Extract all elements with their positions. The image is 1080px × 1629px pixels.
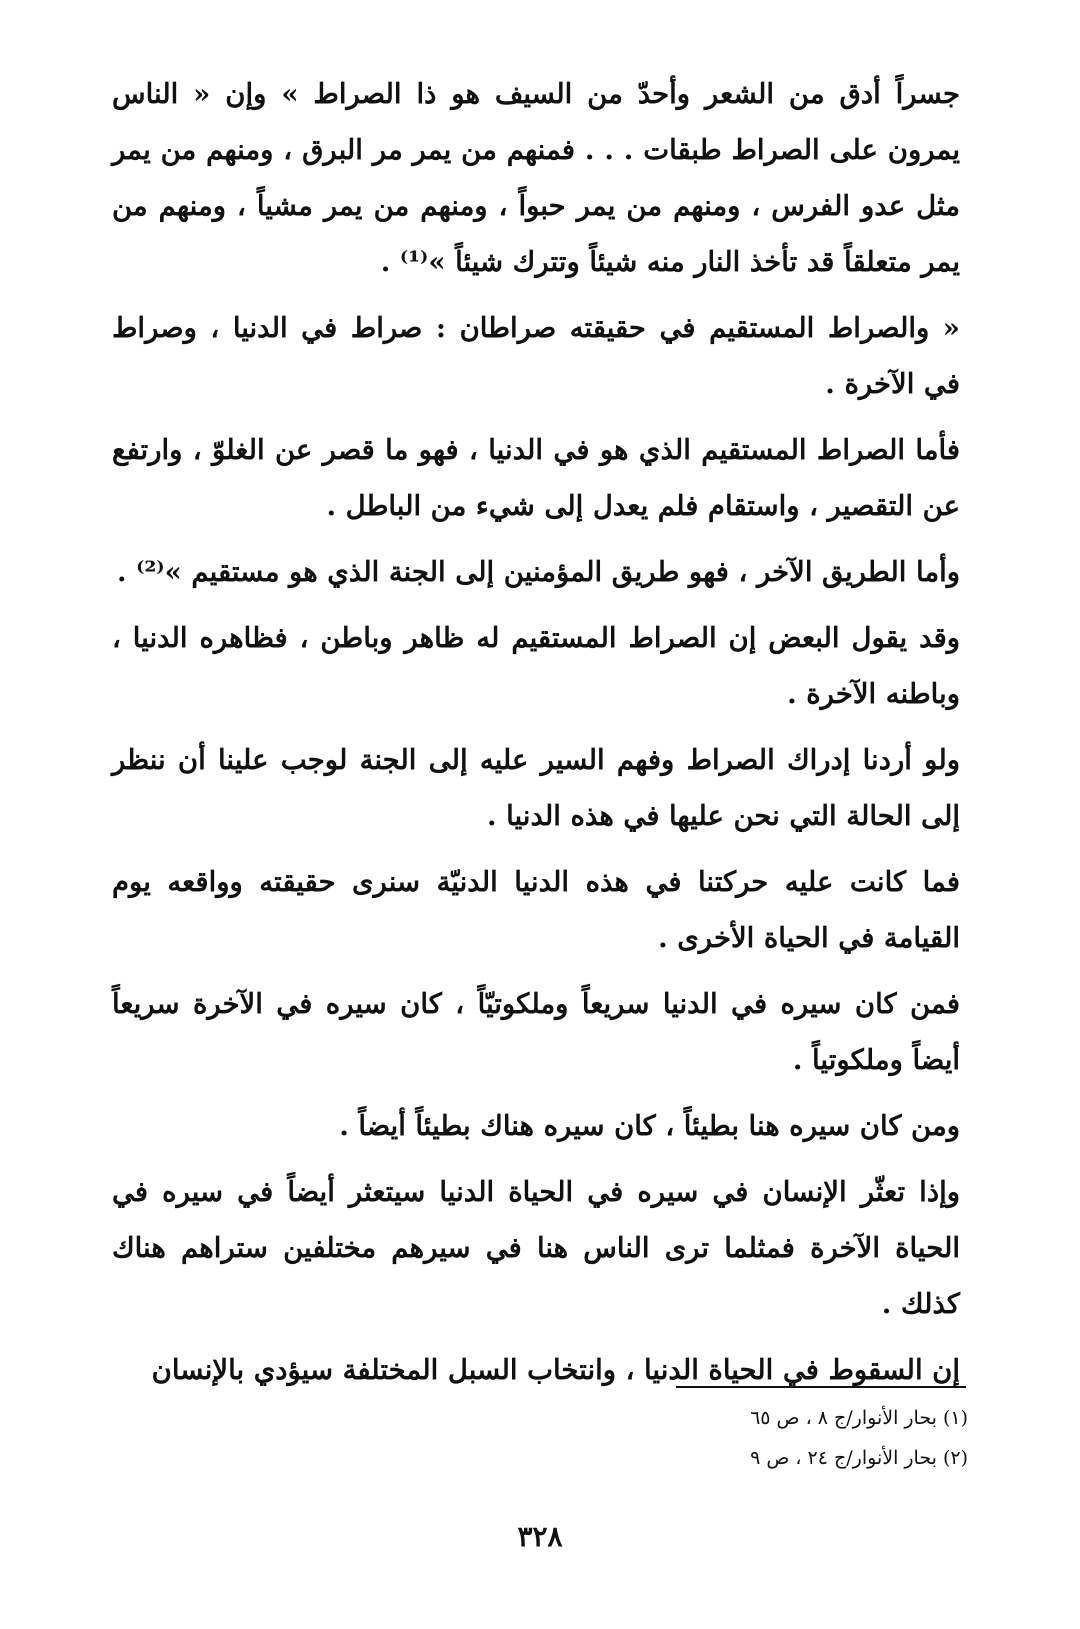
paragraph-11: إن السقوط في الحياة الدنيا ، وانتخاب السبل المختلفة سيؤدي بالإنسان <box>151 1354 960 1386</box>
paragraph-6: ولو أردنا إدراك الصراط وفهم السير عليه إلى الجنة لوجب علينا أن ننظر إلى الحالة التي نحن عليها في هذه الدنيا . <box>112 744 960 832</box>
footnotes <box>600 1398 968 1478</box>
footnote-1: (١) بحار الأنوار/ج ٨ ، ص ٦٥ <box>750 1407 968 1429</box>
body-text <box>112 66 960 1408</box>
paragraph-5: وقد يقول البعض إن الصراط المستقيم له ظاهر وباطن ، فظاهره الدنيا ، وباطنه الآخرة . <box>112 622 960 710</box>
paragraph-4: وأما الطريق الآخر ، فهو طريق المؤمنين إلى الجنة الذي هو مستقيم »⁽²⁾ . <box>117 556 960 588</box>
page-number: ٣٢٨ <box>517 1520 563 1553</box>
footnote-2: (٢) بحار الأنوار/ج ٢٤ ، ص ٩ <box>750 1447 968 1469</box>
paragraph-2: « والصراط المستقيم في حقيقته صراطان : صراط في الدنيا ، وصراط في الآخرة . <box>112 312 960 400</box>
paragraph-1: جسراً أدق من الشعر وأحدّ من السيف هو ذا الصراط » وإن « الناس يمرون على الصراط طبقات . . . فمنهم من يمر مر البرق ، ومنهم من يمر مثل عدو الفرس ، ومنهم من يمر حبواً ، ومنهم من يمر مشياً ، ومنهم من يمر متعلقاً قد تأخذ النار منه شيئاً وتترك شيئاً »⁽¹⁾ . <box>112 78 960 278</box>
paragraph-9: ومن كان سيره هنا بطيئاً ، كان سيره هناك بطيئاً أيضاً . <box>339 1110 960 1142</box>
paragraph-8: فمن كان سيره في الدنيا سريعاً وملكوتيّاً ، كان سيره في الآخرة سريعاً أيضاً وملكوتياً . <box>112 988 960 1076</box>
paragraph-10: وإذا تعثّر الإنسان في سيره في الحياة الدنيا سيتعثر أيضاً في سيره في الحياة الآخرة فمثلما ترى الناس هنا في سيرهم مختلفين ستراهم هناك كذلك . <box>112 1176 960 1320</box>
paragraph-3: فأما الصراط المستقيم الذي هو في الدنيا ، فهو ما قصر عن الغلوّ ، وارتفع عن التقصير ، واستقام فلم يعدل إلى شيء من الباطل . <box>112 434 960 522</box>
footnote-divider <box>676 1386 966 1388</box>
paragraph-7: فما كانت عليه حركتنا في هذه الدنيا الدنيّة سنرى حقيقته وواقعه يوم القيامة في الحياة الأخرى . <box>112 866 960 954</box>
